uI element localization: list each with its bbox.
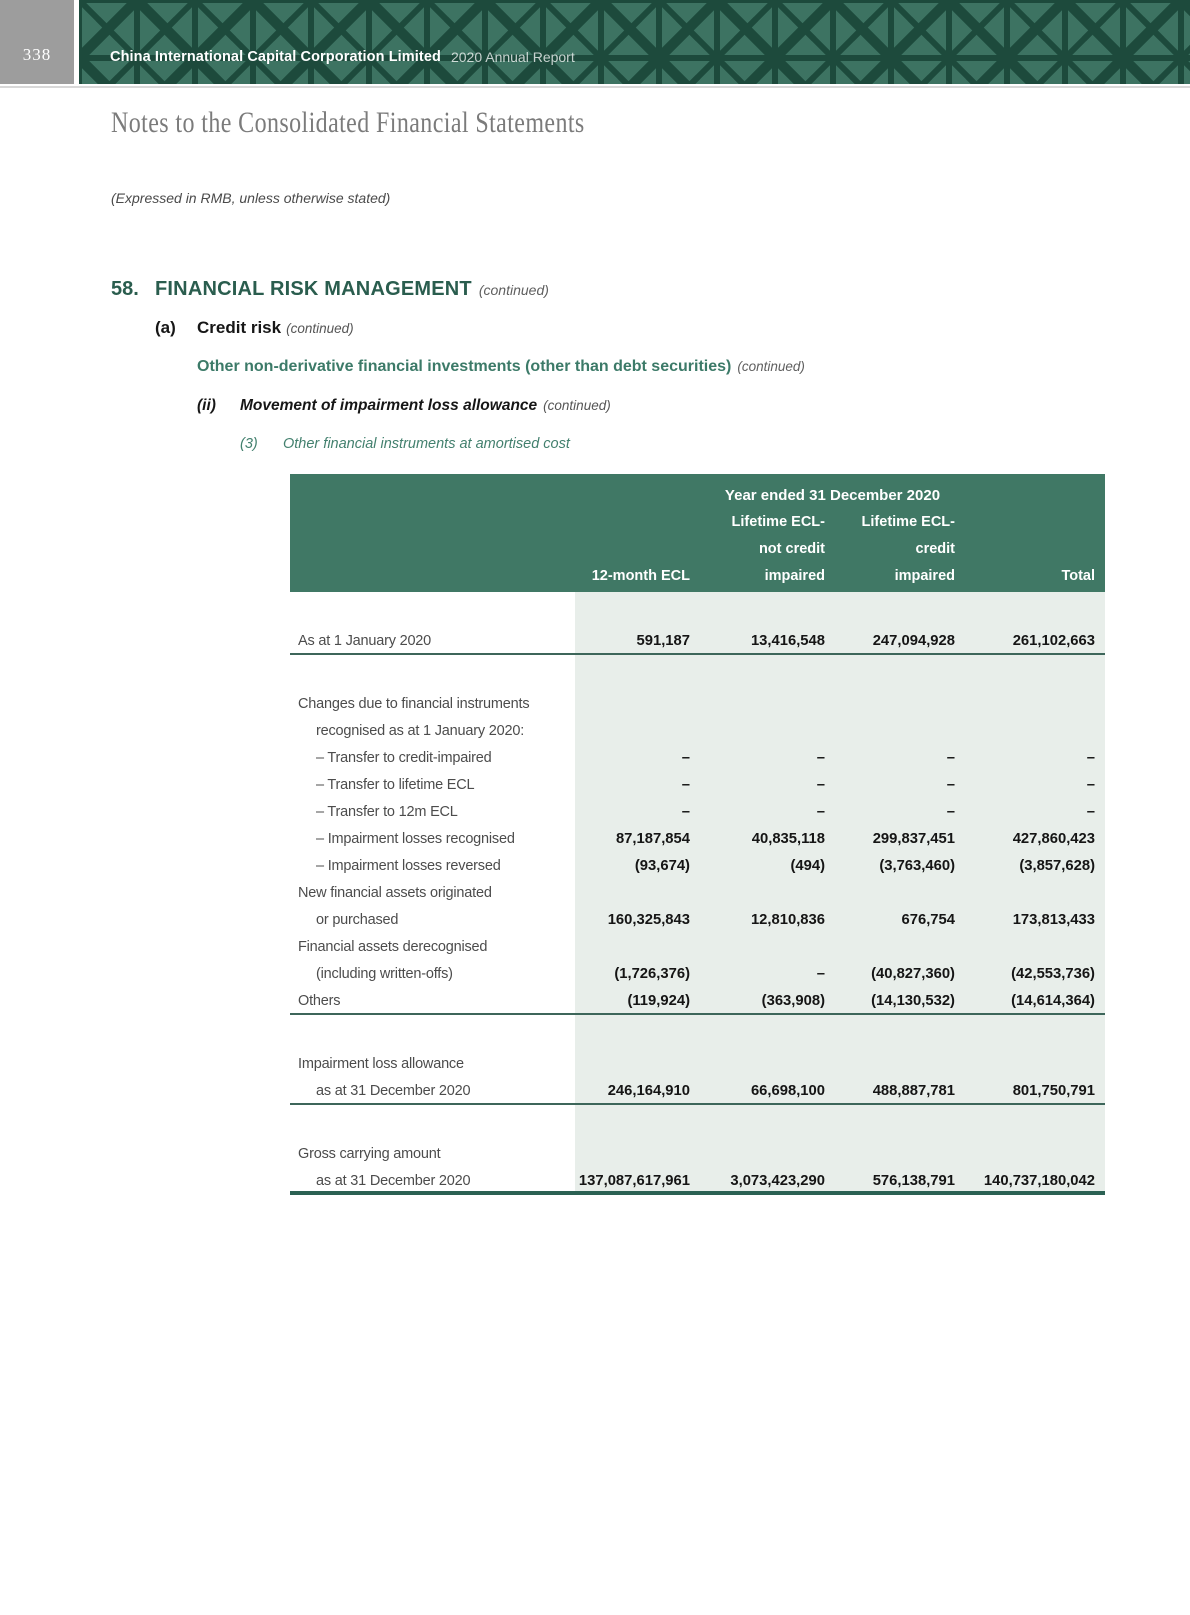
section-number: 58. bbox=[111, 278, 139, 300]
subsection-title: Other financial instruments at amortised cost bbox=[283, 436, 570, 452]
row-label bbox=[290, 1105, 575, 1141]
table-row bbox=[290, 745, 1105, 772]
subheading-other-investments bbox=[197, 358, 805, 376]
row-value bbox=[700, 1015, 835, 1051]
row-value bbox=[965, 1141, 1105, 1168]
row-value bbox=[575, 1105, 700, 1141]
row-value: 160,325,843 bbox=[575, 907, 700, 934]
row-value bbox=[835, 934, 965, 961]
row-value: 247,094,928 bbox=[835, 628, 965, 653]
row-value bbox=[965, 718, 1105, 745]
row-value bbox=[700, 718, 835, 745]
row-value bbox=[835, 592, 965, 628]
column-header: not credit bbox=[758, 541, 825, 557]
table-row bbox=[290, 907, 1105, 934]
table-row bbox=[290, 934, 1105, 961]
row-label bbox=[290, 1015, 575, 1051]
row-value bbox=[700, 1105, 835, 1141]
row-label: Impairment loss allowance bbox=[298, 1056, 464, 1072]
row-value: 137,087,617,961 bbox=[575, 1168, 700, 1191]
row-value bbox=[575, 1051, 700, 1078]
row-value bbox=[575, 880, 700, 907]
row-label: as at 31 December 2020 bbox=[316, 1173, 471, 1189]
row-value: (3,857,628) bbox=[965, 853, 1105, 880]
row-value: (119,924) bbox=[575, 988, 700, 1013]
row-value bbox=[835, 1015, 965, 1051]
row-value bbox=[835, 1051, 965, 1078]
table-row bbox=[290, 1141, 1105, 1168]
row-value: 488,887,781 bbox=[835, 1078, 965, 1103]
row-label: (including written-offs) bbox=[316, 966, 453, 982]
column-header: 12-month ECL bbox=[591, 568, 690, 584]
column-header: impaired bbox=[764, 568, 825, 584]
subheading-title: Other non-derivative financial investments (other than debt securities) bbox=[197, 358, 732, 375]
table-spacer-row bbox=[290, 1105, 1105, 1141]
section-heading-58 bbox=[111, 278, 549, 301]
row-value: (363,908) bbox=[700, 988, 835, 1013]
row-value bbox=[700, 1051, 835, 1078]
subsection-label: (3) bbox=[240, 436, 258, 452]
row-value: – bbox=[965, 772, 1105, 799]
row-value: 40,835,118 bbox=[700, 826, 835, 853]
row-value bbox=[700, 592, 835, 628]
subsection-title: Movement of impairment loss allowance bbox=[240, 397, 538, 414]
subsection-heading-a bbox=[155, 318, 354, 338]
row-value: 576,138,791 bbox=[835, 1168, 965, 1191]
row-value: (3,763,460) bbox=[835, 853, 965, 880]
row-value: 299,837,451 bbox=[835, 826, 965, 853]
row-value bbox=[575, 934, 700, 961]
subsection-heading-ii bbox=[197, 397, 611, 415]
section-title: FINANCIAL RISK MANAGEMENT bbox=[155, 278, 472, 300]
row-label: Changes due to financial instruments bbox=[298, 696, 530, 712]
row-value: – bbox=[575, 799, 700, 826]
page-title: Notes to the Consolidated Financial Statements bbox=[111, 106, 585, 139]
table-row bbox=[290, 1078, 1105, 1105]
row-value: 87,187,854 bbox=[575, 826, 700, 853]
column-header: Total bbox=[1061, 568, 1095, 584]
column-header: credit bbox=[915, 541, 955, 557]
table-row bbox=[290, 1051, 1105, 1078]
subsection-title: Credit risk bbox=[197, 318, 282, 337]
row-value: – bbox=[700, 961, 835, 988]
row-value: – bbox=[575, 745, 700, 772]
row-label bbox=[290, 592, 575, 628]
row-value: 427,860,423 bbox=[965, 826, 1105, 853]
table-row bbox=[290, 826, 1105, 853]
row-label: Others bbox=[298, 993, 341, 1009]
row-value: – bbox=[700, 745, 835, 772]
column-header: Lifetime ECL- bbox=[861, 514, 955, 530]
column-header: Lifetime ECL- bbox=[731, 514, 825, 530]
table-row bbox=[290, 718, 1105, 745]
row-label: – Transfer to lifetime ECL bbox=[316, 777, 475, 793]
row-label: or purchased bbox=[316, 912, 399, 928]
row-value: – bbox=[700, 799, 835, 826]
row-label: As at 1 January 2020 bbox=[298, 633, 432, 649]
row-value: 66,698,100 bbox=[700, 1078, 835, 1103]
row-value: – bbox=[965, 745, 1105, 772]
row-value: 676,754 bbox=[835, 907, 965, 934]
row-value bbox=[965, 1105, 1105, 1141]
row-label: as at 31 December 2020 bbox=[316, 1083, 471, 1099]
expressed-note: (Expressed in RMB, unless otherwise stated) bbox=[111, 190, 391, 206]
row-value: 246,164,910 bbox=[575, 1078, 700, 1103]
financial-table bbox=[290, 474, 1105, 1195]
subsection-heading-3 bbox=[240, 436, 570, 452]
banner bbox=[79, 0, 1190, 84]
row-value bbox=[700, 934, 835, 961]
row-value bbox=[965, 592, 1105, 628]
row-label: – Impairment losses recognised bbox=[316, 831, 515, 847]
row-value bbox=[700, 655, 835, 691]
table-row bbox=[290, 853, 1105, 880]
table-row bbox=[290, 772, 1105, 799]
row-value bbox=[965, 934, 1105, 961]
row-value bbox=[575, 1015, 700, 1051]
table-row bbox=[290, 691, 1105, 718]
row-value: (14,130,532) bbox=[835, 988, 965, 1013]
row-value bbox=[835, 1141, 965, 1168]
row-value: (494) bbox=[700, 853, 835, 880]
row-value: 173,813,433 bbox=[965, 907, 1105, 934]
subheading-continued: (continued) bbox=[737, 359, 805, 374]
row-value: (93,674) bbox=[575, 853, 700, 880]
row-value bbox=[965, 1015, 1105, 1051]
table-row bbox=[290, 628, 1105, 655]
row-label: – Impairment losses reversed bbox=[316, 858, 501, 874]
table-row bbox=[290, 880, 1105, 907]
row-value: – bbox=[835, 772, 965, 799]
row-value: 13,416,548 bbox=[700, 628, 835, 653]
row-value bbox=[835, 718, 965, 745]
row-value: – bbox=[575, 772, 700, 799]
row-label: – Transfer to credit-impaired bbox=[316, 750, 492, 766]
table-spacer-row bbox=[290, 655, 1105, 691]
row-value: 801,750,791 bbox=[965, 1078, 1105, 1103]
table-spacer-row bbox=[290, 1015, 1105, 1051]
row-value: (42,553,736) bbox=[965, 961, 1105, 988]
row-value bbox=[835, 1105, 965, 1141]
row-value: – bbox=[835, 799, 965, 826]
row-value bbox=[575, 718, 700, 745]
table-body bbox=[290, 592, 1105, 1195]
row-value bbox=[575, 1141, 700, 1168]
subsection-continued: (continued) bbox=[543, 398, 611, 413]
row-value: – bbox=[835, 745, 965, 772]
subsection-label: (ii) bbox=[197, 397, 216, 414]
row-label: recognised as at 1 January 2020: bbox=[316, 723, 525, 739]
row-value bbox=[700, 880, 835, 907]
table-header bbox=[290, 474, 1105, 592]
header-divider bbox=[0, 86, 1190, 88]
row-label: Financial assets derecognised bbox=[298, 939, 488, 955]
row-value: 140,737,180,042 bbox=[965, 1168, 1105, 1191]
row-value bbox=[835, 655, 965, 691]
row-value bbox=[575, 592, 700, 628]
table-row bbox=[290, 799, 1105, 826]
row-value: – bbox=[700, 772, 835, 799]
table-spacer-row bbox=[290, 592, 1105, 628]
column-header: impaired bbox=[894, 568, 955, 584]
row-value: 3,073,423,290 bbox=[700, 1168, 835, 1191]
page-header bbox=[0, 0, 1190, 84]
table-row bbox=[290, 961, 1105, 988]
row-value bbox=[965, 880, 1105, 907]
subsection-label: (a) bbox=[155, 318, 176, 337]
row-value bbox=[965, 691, 1105, 718]
row-value: 591,187 bbox=[575, 628, 700, 653]
row-value: – bbox=[965, 799, 1105, 826]
row-value bbox=[700, 1141, 835, 1168]
row-value bbox=[575, 691, 700, 718]
row-label: Gross carrying amount bbox=[298, 1146, 441, 1162]
row-value bbox=[575, 655, 700, 691]
row-value: (40,827,360) bbox=[835, 961, 965, 988]
row-value bbox=[835, 880, 965, 907]
row-value bbox=[700, 691, 835, 718]
row-value: (14,614,364) bbox=[965, 988, 1105, 1013]
row-value bbox=[965, 655, 1105, 691]
row-value bbox=[965, 1051, 1105, 1078]
table-row bbox=[290, 1168, 1105, 1195]
section-continued: (continued) bbox=[478, 282, 549, 298]
period-header: Year ended 31 December 2020 bbox=[724, 487, 941, 504]
subsection-continued: (continued) bbox=[286, 321, 354, 336]
row-value: (1,726,376) bbox=[575, 961, 700, 988]
row-value bbox=[835, 691, 965, 718]
page-number: 338 bbox=[22, 45, 52, 64]
banner-text bbox=[110, 15, 575, 84]
row-label: – Transfer to 12m ECL bbox=[316, 804, 458, 820]
page-number-box bbox=[0, 0, 74, 84]
row-value: 12,810,836 bbox=[700, 907, 835, 934]
row-value: 261,102,663 bbox=[965, 628, 1105, 653]
company-name: China International Capital Corporation Limited bbox=[110, 49, 441, 65]
row-label: New financial assets originated bbox=[298, 885, 492, 901]
row-label bbox=[290, 655, 575, 691]
report-name: 2020 Annual Report bbox=[450, 49, 575, 65]
table-row bbox=[290, 988, 1105, 1015]
